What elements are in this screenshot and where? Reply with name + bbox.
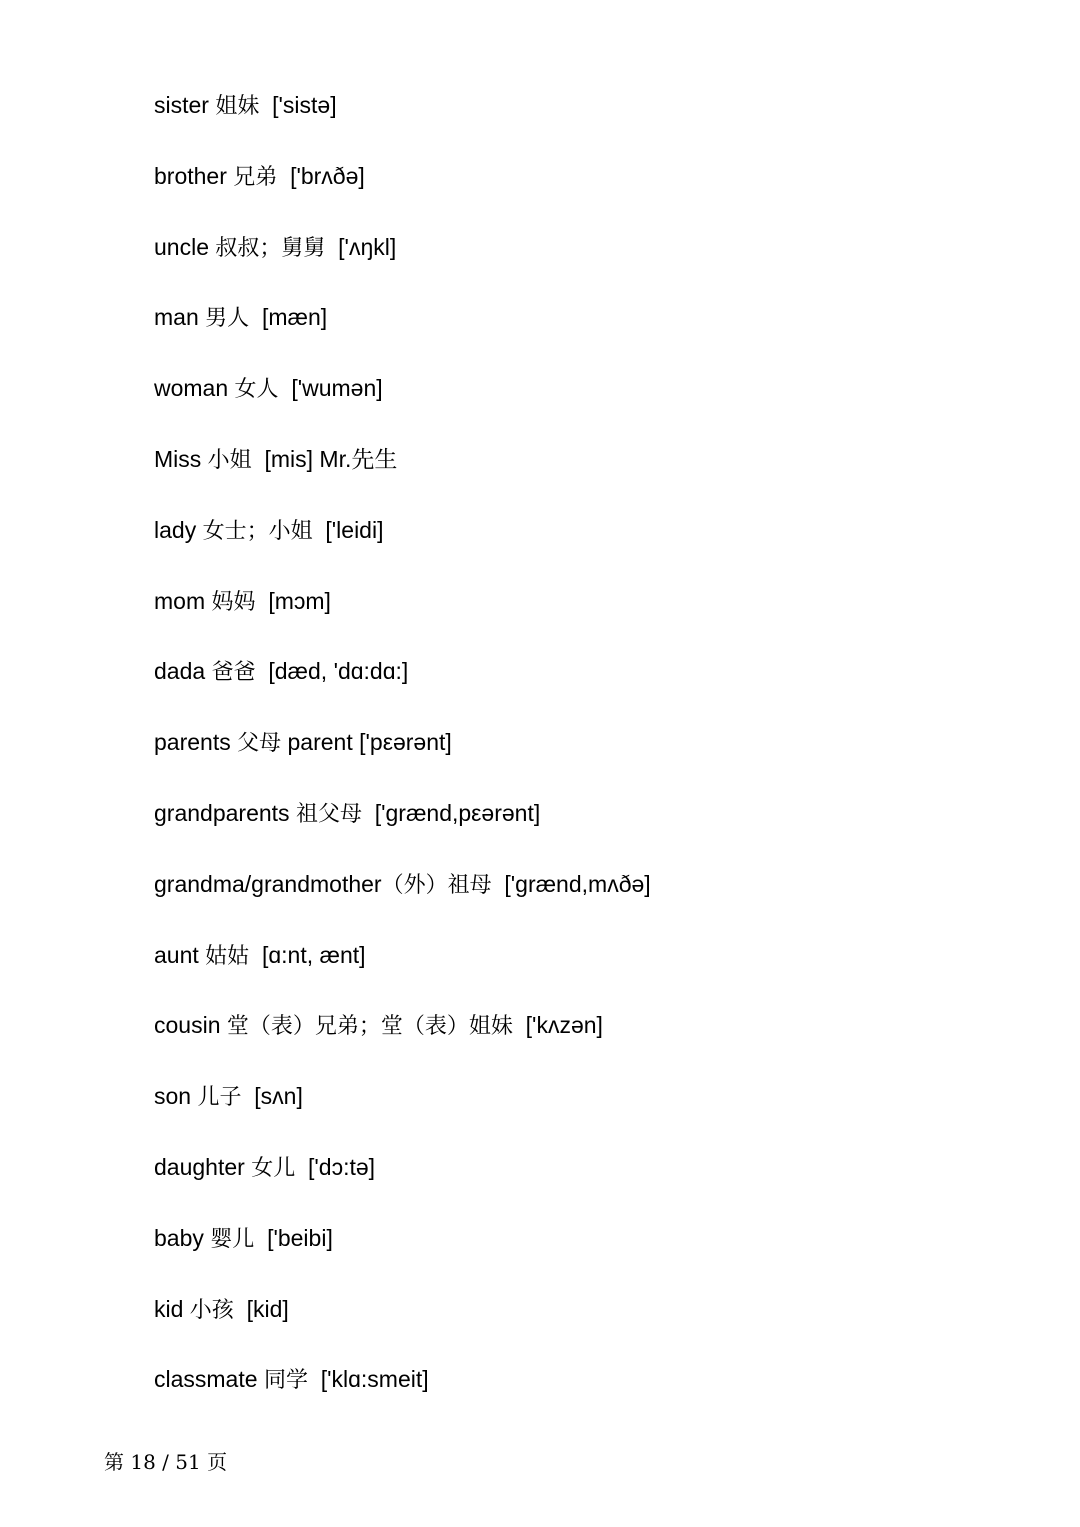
vocab-entry [154, 722, 651, 793]
english-word: man [154, 304, 199, 331]
chinese-meaning: 同学 [263, 1368, 308, 1394]
english-word: cousin [154, 1012, 221, 1039]
english-word: parents [154, 729, 231, 756]
chinese-meaning: 女儿 [251, 1155, 296, 1181]
phonetic: [ɑ:nt, ænt] [261, 941, 366, 968]
vocab-entry [154, 651, 651, 722]
english-word: grandma/grandmother [154, 870, 382, 897]
chinese-meaning: 儿子 [197, 1085, 242, 1111]
phonetic: [mæn] [261, 304, 328, 331]
phonetic: ['kʌzən] [525, 1012, 603, 1039]
chinese-meaning: 男人 [205, 306, 250, 332]
english-word: mom [154, 587, 206, 614]
phonetic: ['ɡrænd,mʌðə] [504, 870, 651, 897]
phonetic: ['wumən] [291, 375, 383, 402]
phonetic: [sʌn] [254, 1083, 303, 1110]
english-word: aunt [154, 941, 199, 968]
vocab-entry [154, 864, 651, 935]
vocab-entry [154, 156, 651, 227]
phonetic: ['dɔ:tə] [308, 1153, 376, 1180]
vocab-entry [154, 1359, 651, 1430]
phonetic: ['beibi] [267, 1224, 333, 1251]
vocab-entry [154, 581, 651, 652]
chinese-meaning: 婴儿 [210, 1226, 255, 1252]
phonetic: ['sistə] [272, 92, 337, 118]
vocab-entry [154, 297, 651, 368]
english-word: kid [154, 1295, 184, 1322]
phonetic: [mɔm] [268, 587, 331, 614]
vocab-entry [154, 368, 651, 439]
english-word: daughter [154, 1153, 245, 1180]
vocab-entry [154, 1289, 651, 1360]
vocab-entry [154, 510, 651, 581]
chinese-meaning: 姐妹 [215, 94, 260, 119]
phonetic: ['ɡrænd,pεərənt] [374, 799, 541, 826]
chinese-meaning: 女士；小姐 [202, 518, 313, 544]
vocabulary-list [154, 85, 651, 1430]
page-number: 第 18 / 51 页 [104, 1450, 228, 1474]
chinese-meaning: 爸爸 [211, 660, 256, 686]
english-word: Miss [154, 445, 202, 472]
english-word: woman [154, 375, 229, 402]
phonetic: parent ['pεərənt] [287, 729, 452, 756]
chinese-meaning: 祖父母 [295, 801, 362, 827]
chinese-meaning: 兄弟 [233, 164, 278, 190]
chinese-meaning: 堂（表）兄弟；堂（表）姐妹 [226, 1014, 513, 1040]
vocab-entry [154, 935, 651, 1006]
chinese-meaning: 小孩 [189, 1297, 234, 1323]
chinese-meaning: 女人 [234, 377, 279, 403]
chinese-meaning: 妈妈 [211, 589, 256, 615]
vocab-entry [154, 85, 651, 156]
chinese-meaning: 小姐 [207, 447, 252, 473]
phonetic: ['klɑ:smeit] [320, 1366, 429, 1393]
phonetic: ['ʌŋkl] [338, 233, 397, 260]
vocab-entry [154, 1005, 651, 1076]
english-word: classmate [154, 1366, 258, 1393]
chinese-meaning: （外）祖母 [381, 872, 492, 898]
phonetic: ['brʌðə] [290, 162, 365, 189]
vocab-entry [154, 227, 651, 298]
english-word: brother [154, 162, 227, 189]
chinese-meaning: 叔叔；舅舅 [215, 235, 326, 261]
english-word: sister [154, 92, 209, 118]
phonetic: ['leidi] [325, 516, 384, 543]
vocab-entry [154, 1076, 651, 1147]
vocab-entry [154, 1147, 651, 1218]
english-word: baby [154, 1224, 204, 1251]
vocab-entry [154, 439, 651, 510]
phonetic: [dæd, 'dɑ:dɑ:] [268, 658, 409, 685]
phonetic: [mis] Mr.先生 [264, 445, 398, 472]
english-word: grandparents [154, 799, 290, 826]
phonetic: [kid] [246, 1295, 289, 1322]
english-word: uncle [154, 233, 209, 260]
chinese-meaning: 姑姑 [205, 943, 250, 969]
vocab-entry [154, 1218, 651, 1289]
chinese-meaning: 父母 [237, 731, 282, 757]
english-word: dada [154, 658, 206, 685]
vocab-entry [154, 793, 651, 864]
english-word: son [154, 1083, 192, 1110]
english-word: lady [154, 516, 197, 543]
